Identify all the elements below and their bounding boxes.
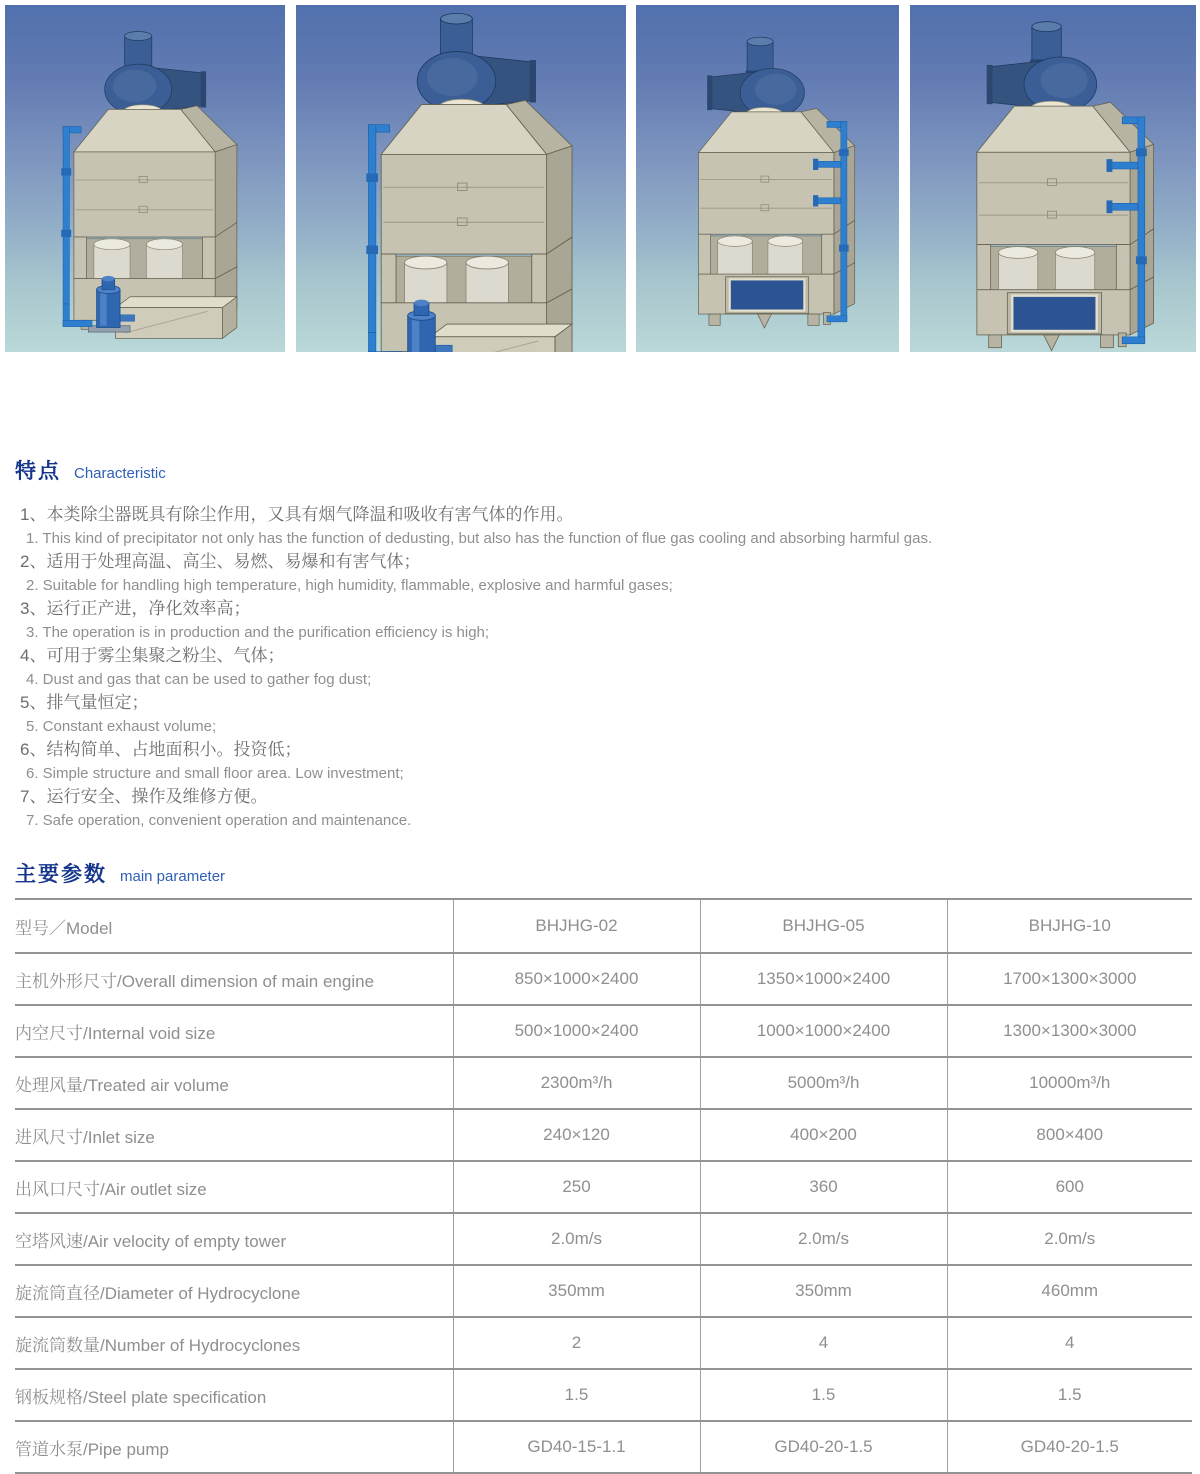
characteristic-item [20, 503, 1190, 550]
parameter-value: 2.0m/s [947, 1213, 1192, 1265]
model-header-row [15, 899, 1192, 953]
parameter-label: 空塔风速/Air velocity of empty tower [15, 1213, 453, 1265]
product-gallery [0, 0, 1200, 352]
model-name: BHJHG-05 [700, 899, 947, 953]
model-name: BHJHG-10 [947, 899, 1192, 953]
parameter-value: 2.0m/s [453, 1213, 700, 1265]
parameter-value: 1.5 [453, 1369, 700, 1421]
parameter-label: 主机外形尺寸/Overall dimension of main engine [15, 953, 453, 1005]
parameter-value: 4 [700, 1317, 947, 1369]
characteristic-item-zh: 3、运行正产进，净化效率高； [20, 597, 1190, 621]
parameters-heading [15, 858, 1190, 888]
parameter-value: 1700×1300×3000 [947, 953, 1192, 1005]
characteristics-heading [15, 455, 1190, 485]
characteristic-item [20, 644, 1190, 691]
characteristic-item-en: 5. Constant exhaust volume; [20, 715, 1190, 739]
parameter-label: 旋流筒直径/Diameter of Hydrocyclone [15, 1265, 453, 1317]
characteristic-item-en: 6. Simple structure and small floor area. Low investment; [20, 762, 1190, 786]
parameter-value: 5000m³/h [700, 1057, 947, 1109]
parameter-row [15, 1109, 1192, 1161]
parameter-value: 2.0m/s [700, 1213, 947, 1265]
parameter-row [15, 953, 1192, 1005]
parameter-value: GD40-20-1.5 [700, 1421, 947, 1473]
parameter-value: 350mm [700, 1265, 947, 1317]
parameter-label: 管道水泵/Pipe pump [15, 1421, 453, 1473]
parameter-value: 460mm [947, 1265, 1192, 1317]
parameter-value: 850×1000×2400 [453, 953, 700, 1005]
parameter-value: 800×400 [947, 1109, 1192, 1161]
characteristic-item [20, 785, 1190, 832]
model-name: BHJHG-02 [453, 899, 700, 953]
characteristic-item-en: 1. This kind of precipitator not only has the function of dedusting, but also has the function of flue gas cooling and absorbing harmful gas. [20, 527, 1190, 551]
parameter-value: 1.5 [700, 1369, 947, 1421]
parameter-value: 2300m³/h [453, 1057, 700, 1109]
parameter-value: 250 [453, 1161, 700, 1213]
characteristics-title-en: Characteristic [74, 465, 166, 482]
parameter-value: 360 [700, 1161, 947, 1213]
product-render-1 [5, 5, 285, 352]
parameter-row [15, 1057, 1192, 1109]
characteristic-item-zh: 7、运行安全、操作及维修方便。 [20, 785, 1190, 809]
characteristic-item-en: 2. Suitable for handling high temperature, high humidity, flammable, explosive and harmful gases; [20, 574, 1190, 598]
product-render-4 [910, 5, 1196, 352]
parameter-value: 350mm [453, 1265, 700, 1317]
parameter-value: 240×120 [453, 1109, 700, 1161]
parameter-value: 600 [947, 1161, 1192, 1213]
parameters-title-zh: 主要参数 [15, 858, 107, 888]
product-render-3 [636, 5, 899, 352]
characteristic-item-zh: 2、适用于处理高温、高尘、易燃、易爆和有害气体； [20, 550, 1190, 574]
parameter-value: 400×200 [700, 1109, 947, 1161]
parameter-value: 1.5 [947, 1369, 1192, 1421]
characteristics-section [0, 455, 1200, 832]
parameter-row [15, 1317, 1192, 1369]
characteristic-item-zh: 4、可用于雾尘集聚之粉尘、气体； [20, 644, 1190, 668]
parameter-row [15, 1161, 1192, 1213]
parameter-value: 10000m³/h [947, 1057, 1192, 1109]
characteristics-list [15, 503, 1190, 832]
parameter-label: 处理风量/Treated air volume [15, 1057, 453, 1109]
characteristic-item [20, 597, 1190, 644]
characteristic-item [20, 691, 1190, 738]
characteristic-item [20, 550, 1190, 597]
characteristic-item-en: 7. Safe operation, convenient operation and maintenance. [20, 809, 1190, 833]
parameter-value: 1000×1000×2400 [700, 1005, 947, 1057]
parameter-value: 4 [947, 1317, 1192, 1369]
parameter-row [15, 1005, 1192, 1057]
characteristic-item-zh: 5、排气量恒定； [20, 691, 1190, 715]
parameter-label: 钢板规格/Steel plate specification [15, 1369, 453, 1421]
parameter-value: GD40-20-1.5 [947, 1421, 1192, 1473]
characteristics-title-zh: 特点 [15, 455, 61, 485]
characteristic-item-en: 3. The operation is in production and the purification efficiency is high; [20, 621, 1190, 645]
parameter-label: 旋流筒数量/Number of Hydrocyclones [15, 1317, 453, 1369]
parameters-section [0, 858, 1200, 1474]
parameter-value: 500×1000×2400 [453, 1005, 700, 1057]
parameters-title-en: main parameter [120, 868, 225, 885]
parameter-row [15, 1265, 1192, 1317]
parameter-row [15, 1213, 1192, 1265]
characteristic-item-en: 4. Dust and gas that can be used to gather fog dust; [20, 668, 1190, 692]
parameter-label: 进风尺寸/Inlet size [15, 1109, 453, 1161]
characteristic-item-zh: 6、结构简单、占地面积小。投资低； [20, 738, 1190, 762]
characteristic-item-zh: 1、本类除尘器既具有除尘作用，又具有烟气降温和吸收有害气体的作用。 [20, 503, 1190, 527]
parameter-label: 内空尺寸/Internal void size [15, 1005, 453, 1057]
parameter-value: 1300×1300×3000 [947, 1005, 1192, 1057]
characteristic-item [20, 738, 1190, 785]
parameter-row [15, 1369, 1192, 1421]
parameter-value: 2 [453, 1317, 700, 1369]
product-render-2 [296, 5, 626, 352]
model-header-label: 型号／Model [15, 899, 453, 953]
parameters-table [15, 898, 1192, 1474]
parameter-value: GD40-15-1.1 [453, 1421, 700, 1473]
parameter-row [15, 1421, 1192, 1473]
parameter-label: 出风口尺寸/Air outlet size [15, 1161, 453, 1213]
parameter-value: 1350×1000×2400 [700, 953, 947, 1005]
